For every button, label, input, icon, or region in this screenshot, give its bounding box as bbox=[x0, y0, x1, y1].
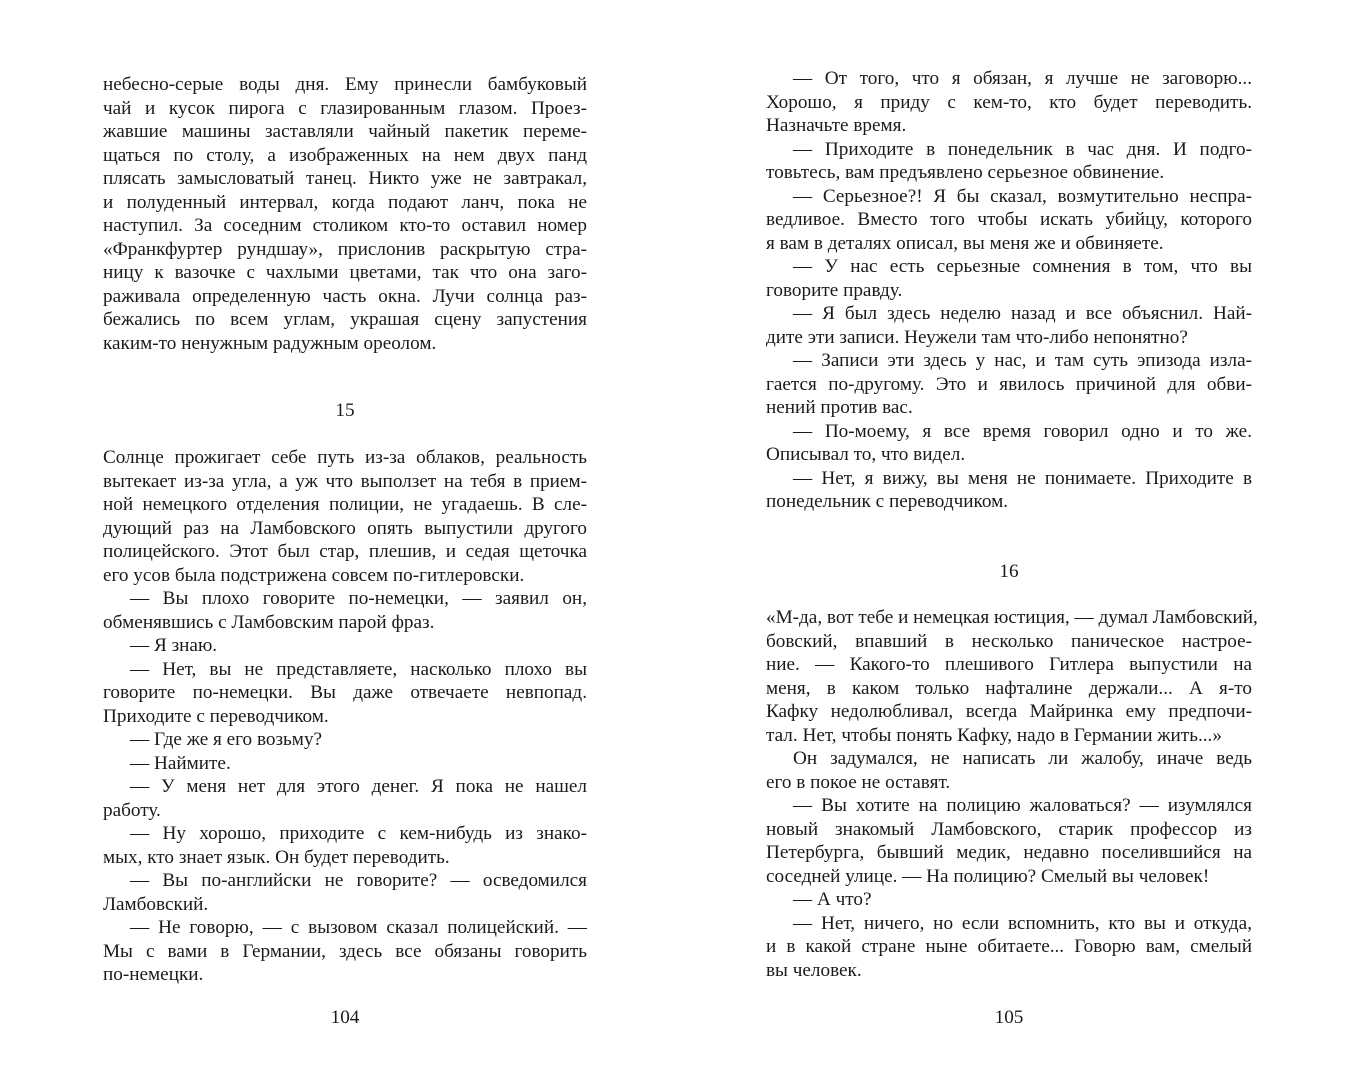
text-line: ницу к вазочке с чахлыми цветами, так что она заго- bbox=[103, 262, 587, 283]
text-line: тал. Нет, чтобы понять Кафку, надо в Германии жить...» bbox=[766, 724, 1222, 746]
text-line: и полуденный интервал, когда подают ланч, пока не bbox=[103, 191, 587, 213]
text-line: нений против вас. bbox=[766, 397, 913, 418]
text-line: мых, кто знает язык. Он будет переводить. bbox=[103, 846, 450, 868]
text-line: Он задумался, не написать ли жалобу, иначе ведь bbox=[793, 748, 1252, 769]
text-line: — А что? bbox=[793, 889, 872, 910]
text-line: говорите правду. bbox=[766, 279, 903, 301]
text-line: щаться по столу, а изображенных на нем двух панд bbox=[103, 144, 587, 166]
text-line: Назначьте время. bbox=[766, 115, 907, 136]
text-line: полицейского. Этот был стар, плешив, и седая щеточка bbox=[103, 541, 587, 562]
text-line: бежались по всем углам, украшая сцену запустения bbox=[103, 309, 587, 330]
text-line: Мы с вами в Германии, здесь все обязаны говорить bbox=[103, 940, 587, 962]
right-chapter-text bbox=[766, 606, 1258, 982]
text-line: Ламбовский. bbox=[103, 893, 209, 915]
text-line: — Нет, я вижу, вы меня не понимаете. Приходите в bbox=[793, 467, 1252, 489]
text-line: Петербурга, бывший медик, недавно поселившийся на bbox=[766, 842, 1252, 863]
text-line: — Где же я его возьму? bbox=[130, 729, 323, 750]
chapter-number: 16 bbox=[999, 561, 1019, 582]
text-line: меня, в каком только нафталине держали... А я-то bbox=[766, 677, 1252, 699]
text-line: говорите по-немецки. Вы даже отвечаете невпопад. bbox=[103, 682, 587, 703]
text-line: Кафку недолюбливал, всегда Майринка ему предпочи- bbox=[766, 701, 1252, 722]
text-line: по-немецки. bbox=[103, 964, 204, 985]
text-line: ной немецкого отделения полиции, не угадаешь. В сле- bbox=[103, 494, 587, 515]
text-line: ведливое. Вместо того чтобы искать убийцу, которого bbox=[766, 209, 1252, 230]
text-line: Приходите с переводчиком. bbox=[103, 705, 329, 727]
text-line: небесно-серые воды дня. Ему принесли бамбуковый bbox=[103, 74, 587, 95]
text-line: — Серьезное?! Я бы сказал, возмутительно неспра- bbox=[793, 185, 1252, 207]
text-line: Хорошо, я приду с кем-то, кто будет переводить. bbox=[766, 91, 1252, 113]
text-line: — По-моему, я все время говорил одно и то же. bbox=[793, 420, 1252, 442]
text-line: понедельник с переводчиком. bbox=[766, 491, 1009, 512]
text-line: дите эти записи. Неужели там что-либо непонятно? bbox=[766, 326, 1188, 348]
text-line: его усов была подстрижена совсем по-гитлеровски. bbox=[103, 564, 525, 586]
text-line: — У нас есть серьезные сомнения в том, что вы bbox=[793, 256, 1252, 277]
chapter-number: 15 bbox=[335, 400, 355, 421]
page-number: 105 bbox=[994, 1007, 1024, 1028]
right-intro-text bbox=[766, 67, 1252, 514]
text-line: — Приходите в понедельник в час дня. И подго- bbox=[793, 138, 1252, 160]
text-line: товьтесь, вам предъявлено серьезное обвинение. bbox=[766, 162, 1165, 183]
text-line: ние. — Какого-то плешивого Гитлера выпустили на bbox=[766, 654, 1252, 675]
text-line: вытекает из-за угла, а уж что выползет на тебя в прием- bbox=[103, 470, 587, 492]
text-line: новый знакомый Ламбовского, старик профессор из bbox=[766, 818, 1252, 840]
page-number: 104 bbox=[330, 1007, 360, 1028]
left-intro-text bbox=[103, 73, 587, 355]
text-line: каким-то ненужным радужным ореолом. bbox=[103, 332, 437, 354]
text-line: — От того, что я обязан, я лучше не заговорю... bbox=[793, 68, 1252, 89]
text-line: — Вы плохо говорите по-немецки, — заявил он, bbox=[130, 588, 587, 609]
text-line: Описывал то, что видел. bbox=[766, 444, 966, 465]
text-line: работу. bbox=[103, 799, 161, 821]
left-page bbox=[103, 0, 587, 1080]
text-line: — Наймите. bbox=[130, 752, 231, 774]
text-line: дующий раз на Ламбовского опять выпустили другого bbox=[103, 517, 587, 539]
text-line: чай и кусок пирога с глазированным глазом. Проез- bbox=[103, 97, 587, 119]
text-line: — Записи эти здесь у нас, и там суть эпизода изла- bbox=[793, 350, 1252, 371]
text-line: вы человек. bbox=[766, 959, 862, 981]
text-line: гается по-другому. Это и явилось причиной для обви- bbox=[766, 373, 1252, 395]
text-line: — Я знаю. bbox=[130, 635, 218, 656]
text-line: «Франкфуртер рундшау», прислонив раскрытую стра- bbox=[103, 238, 587, 260]
text-line: «М-да, вот тебе и немецкая юстиция, — думал Ламбовский, bbox=[766, 607, 1258, 628]
text-line: — Вы по-английски не говорите? — осведомился bbox=[130, 870, 587, 891]
text-line: — Не говорю, — с вызовом сказал полицейский. — bbox=[130, 917, 587, 938]
text-line: — Нет, ничего, но если вспомнить, кто вы и откуда, bbox=[793, 912, 1252, 934]
left-chapter-text bbox=[103, 446, 587, 987]
text-line: — Нет, вы не представляете, насколько плохо вы bbox=[130, 658, 587, 680]
text-line: наступил. За соседним столиком кто-то оставил номер bbox=[103, 215, 587, 236]
text-line: — Я был здесь неделю назад и все объяснил. Най- bbox=[793, 303, 1252, 324]
text-line: я вам в деталях описал, вы меня же и обвиняете. bbox=[766, 232, 1164, 254]
text-line: и в какой стране ныне обитаете... Говорю вам, смелый bbox=[766, 936, 1252, 957]
text-line: соседней улице. — На полицию? Смелый вы человек! bbox=[766, 865, 1210, 887]
text-line: раживала определенную часть окна. Лучи солнца раз- bbox=[103, 285, 587, 307]
text-line: — Вы хотите на полицию жаловаться? — изумлялся bbox=[793, 795, 1252, 816]
text-line: жавшие машины заставляли чайный пакетик переме- bbox=[103, 121, 587, 142]
text-line: — У меня нет для этого денег. Я пока не нашел bbox=[130, 776, 587, 797]
text-line: Солнце прожигает себе путь из-за облаков, реальность bbox=[103, 447, 587, 468]
text-line: — Ну хорошо, приходите с кем-нибудь из знако- bbox=[130, 823, 587, 844]
text-line: обменявшись с Ламбовским парой фраз. bbox=[103, 611, 435, 633]
text-line: бовский, впавший в несколько паническое настрое- bbox=[766, 630, 1252, 652]
text-line: плясать замысловатый танец. Никто уже не завтракал, bbox=[103, 168, 587, 189]
right-page bbox=[766, 0, 1258, 1080]
text-line: его в покое не оставят. bbox=[766, 771, 951, 793]
